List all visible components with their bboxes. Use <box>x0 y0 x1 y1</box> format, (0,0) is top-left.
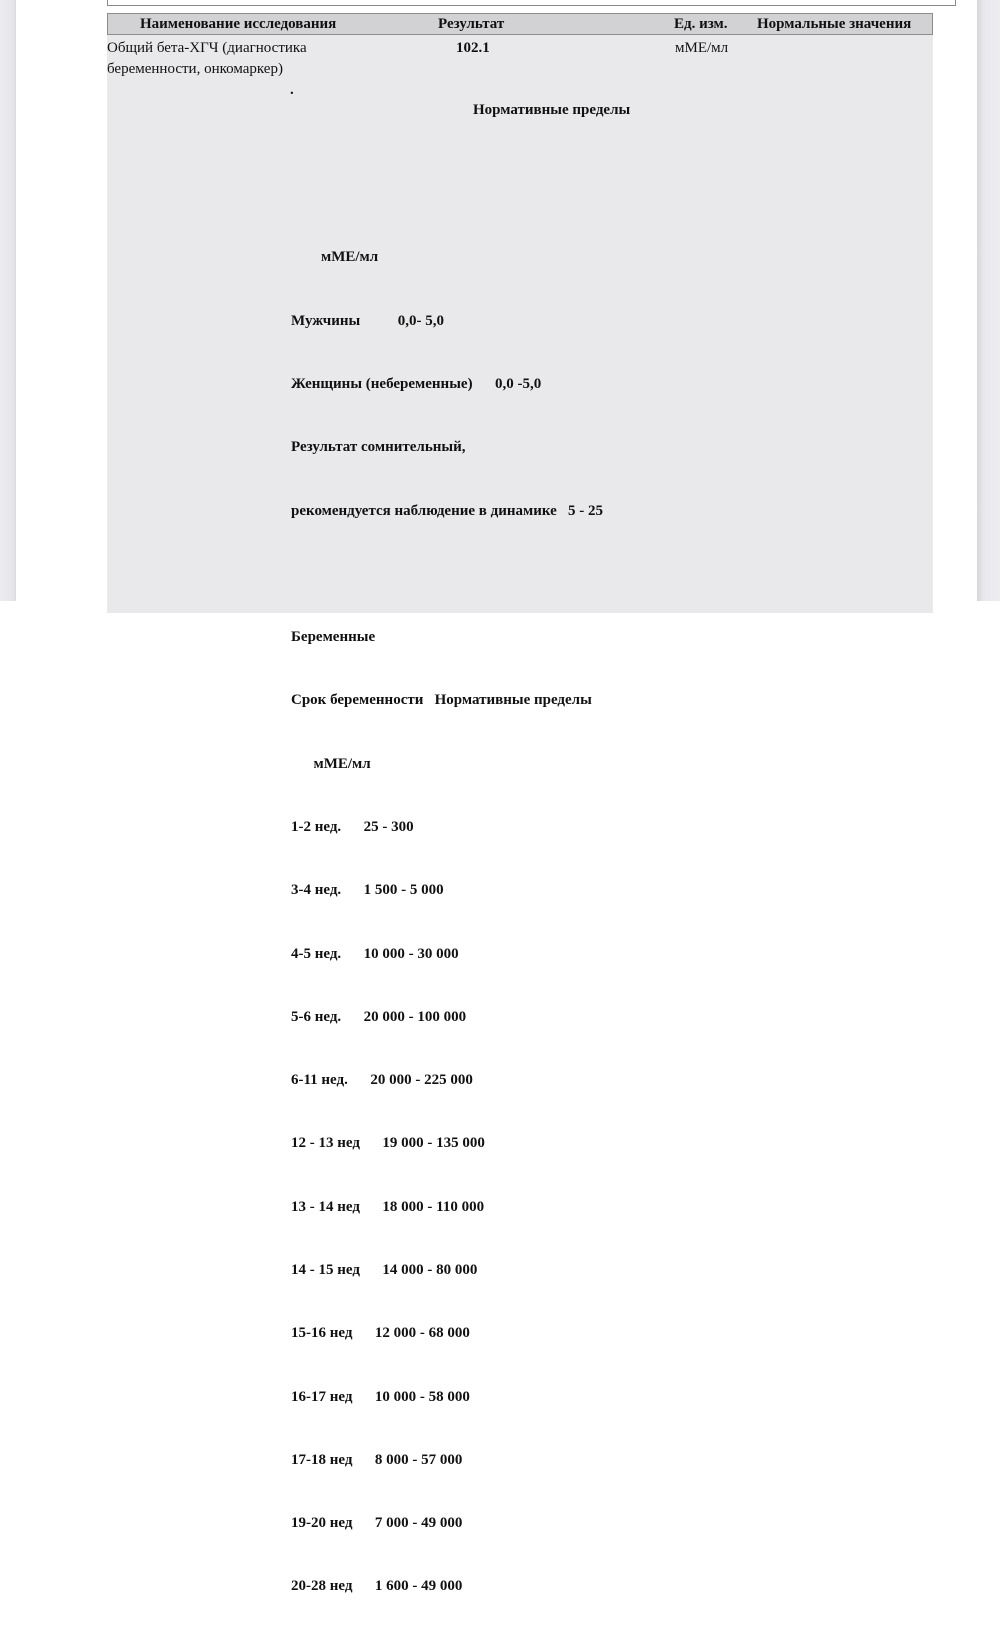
pregnancy-range-row: 6-11 нед. 20 000 - 225 000 <box>291 1072 473 1089</box>
reference-title: Нормативные пределы <box>473 102 631 118</box>
reference-men: Мужчины 0,0- 5,0 <box>291 312 444 329</box>
pregnancy-range-row: 16-17 нед 10 000 - 58 000 <box>291 1388 470 1405</box>
pregnancy-range-row: 15-16 нед 12 000 - 68 000 <box>291 1325 470 1342</box>
pregnancy-range-row: 19-20 нед 7 000 - 49 000 <box>291 1515 463 1532</box>
test-result-value: 102.1 <box>456 40 490 56</box>
test-name-line-2: беременности, онкомаркер) <box>107 61 283 77</box>
reference-ranges <box>291 142 603 1640</box>
pregnancy-range-row: 3-4 нед. 1 500 - 5 000 <box>291 882 444 899</box>
results-table <box>107 13 933 1595</box>
test-name-line-1: Общий бета-ХГЧ (диагностика <box>107 40 307 56</box>
left-scroll-gutter <box>0 0 16 601</box>
pregnancy-range-row: 20-28 нед 1 600 - 49 000 <box>291 1578 463 1595</box>
pregnant-columns: Срок беременности Нормативные пределы <box>291 692 592 709</box>
reference-unit: мМЕ/мл <box>291 249 379 266</box>
reference-women: Женщины (небеременные) 0,0 -5,0 <box>291 376 542 393</box>
reference-line <box>291 564 603 585</box>
reference-line <box>291 184 603 205</box>
pregnancy-range-row: 1-2 нед. 25 - 300 <box>291 819 414 835</box>
right-scroll-gutter <box>977 0 1000 601</box>
pregnancy-range-row: 17-18 нед 8 000 - 57 000 <box>291 1451 463 1468</box>
header-result: Результат <box>438 16 505 32</box>
header-unit: Ед. изм. <box>674 16 728 32</box>
separator-dot: . <box>290 82 294 98</box>
pregnancy-range-row: 5-6 нед. 20 000 - 100 000 <box>291 1008 467 1025</box>
previous-section-box <box>107 0 956 6</box>
table-header <box>107 13 933 35</box>
pregnancy-range-row: 13 - 14 нед 18 000 - 110 000 <box>291 1198 485 1215</box>
pregnancy-range-row: 4-5 нед. 10 000 - 30 000 <box>291 945 459 962</box>
pregnancy-range-row: 12 - 13 нед 19 000 - 135 000 <box>291 1135 485 1152</box>
reference-doubtful: Результат сомнительный, <box>291 439 466 456</box>
pregnant-unit: мМЕ/мл <box>291 755 371 772</box>
reference-doubtful-range: рекомендуется наблюдение в динамике 5 - 25 <box>291 502 604 519</box>
test-unit: мМЕ/мл <box>675 40 729 56</box>
pregnant-heading: Беременные <box>291 629 376 646</box>
test-name <box>107 38 357 80</box>
header-test-name: Наименование исследования <box>140 16 337 32</box>
header-normal-values: Нормальные значения <box>757 16 912 32</box>
pregnancy-range-row: 14 - 15 нед 14 000 - 80 000 <box>291 1261 478 1278</box>
